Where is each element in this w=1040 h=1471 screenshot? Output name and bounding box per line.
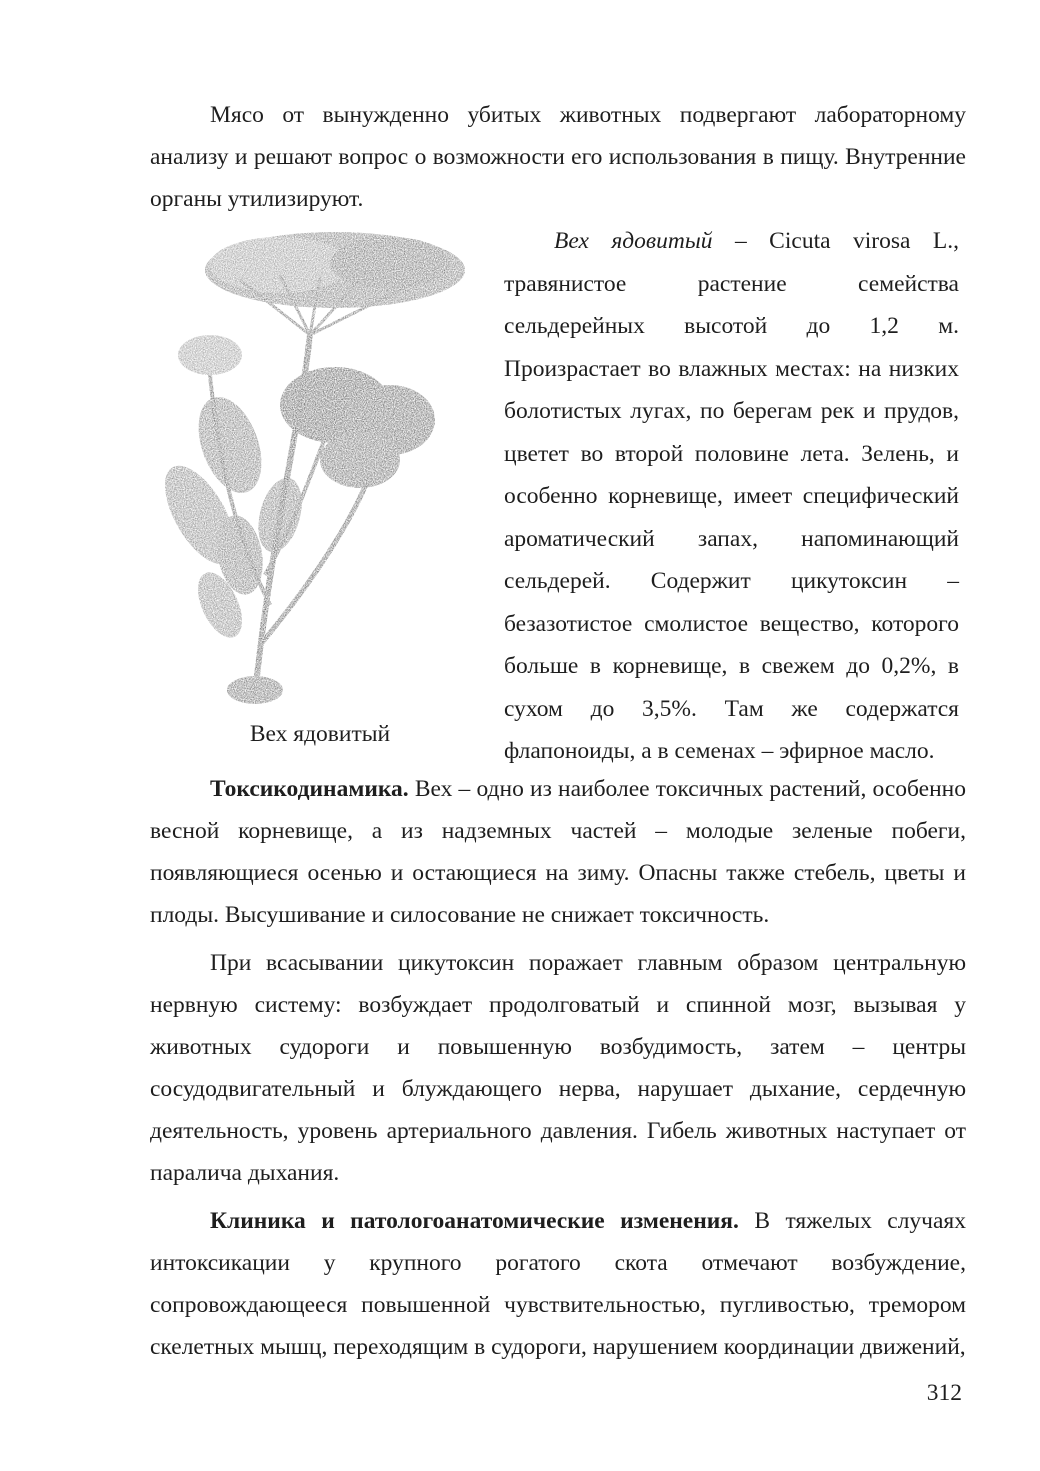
toxicodynamics-paragraph (150, 768, 966, 936)
toxicodynamics-heading: Токсикодинамика. (210, 776, 409, 802)
page-number: 312 (926, 1380, 962, 1406)
clinic-text: В тяжелых случаях интоксикации у крупного рогатого скота отмечают возбуждение, сопровождающееся повышенной чувствительностью, пугливостью, тремором скелетных мышц, переходящим в судороги, нарушением координации движений, (150, 1208, 966, 1360)
absorption-paragraph: При всасывании цикутоксин поражает главным образом центральную нервную систему: возбуждает продолговатый и спинной мозг, вызывая у животных судороги и повышенную возбудимость, затем – центры сосудодвигательный и блуждающего нерва, нарушает дыхание, сердечную деятельность, уровень артериального давления. Гибель животных наступает от паралича дыхания. (150, 950, 966, 1186)
intro-block (150, 94, 966, 220)
figure (150, 225, 490, 755)
plant-illustration-icon (160, 225, 480, 705)
description-text: – Cicuta virosa L., травянистое растение семейства сельдерейных высотой до 1,2 м. Произрастает во влажных местах: на низких болотистых лугах, по берегам рек и прудов, цветет во второй половине лета. Зелень, и особенно корневище, имеет специфический ароматический запах, напоминающий сельдерей. Содержит цикутоксин – безазотистое смолистое вещество, которого больше в корневище, в свежем до 0,2%, в сухом до 3,5%. Там же содержатся флапоноиды, а в семенах – эфирное масло. (504, 228, 959, 764)
description-term: Вех ядовитый (554, 228, 713, 254)
intro-paragraph: Мясо от вынужденно убитых животных подвергают лабораторному анализу и решают вопрос о возможности его использования в пищу. Внутренние органы утилизируют. (150, 102, 966, 212)
toxicodynamics-text: Вех – одно из наиболее токсичных растений, особенно весной корневище, а из надземных частей – молодые зеленые побеги, появляющиеся осенью и остающиеся на зиму. Опасны также стебель, цветы и плоды. Высушивание и силосование не снижает токсичность. (150, 776, 966, 928)
figure-caption: Вех ядовитый (249, 721, 391, 747)
main-text-block (150, 768, 966, 1368)
clinic-paragraph (150, 1200, 966, 1368)
description-paragraph (504, 220, 959, 773)
clinic-heading: Клиника и патологоанатомические изменения. (210, 1208, 739, 1234)
